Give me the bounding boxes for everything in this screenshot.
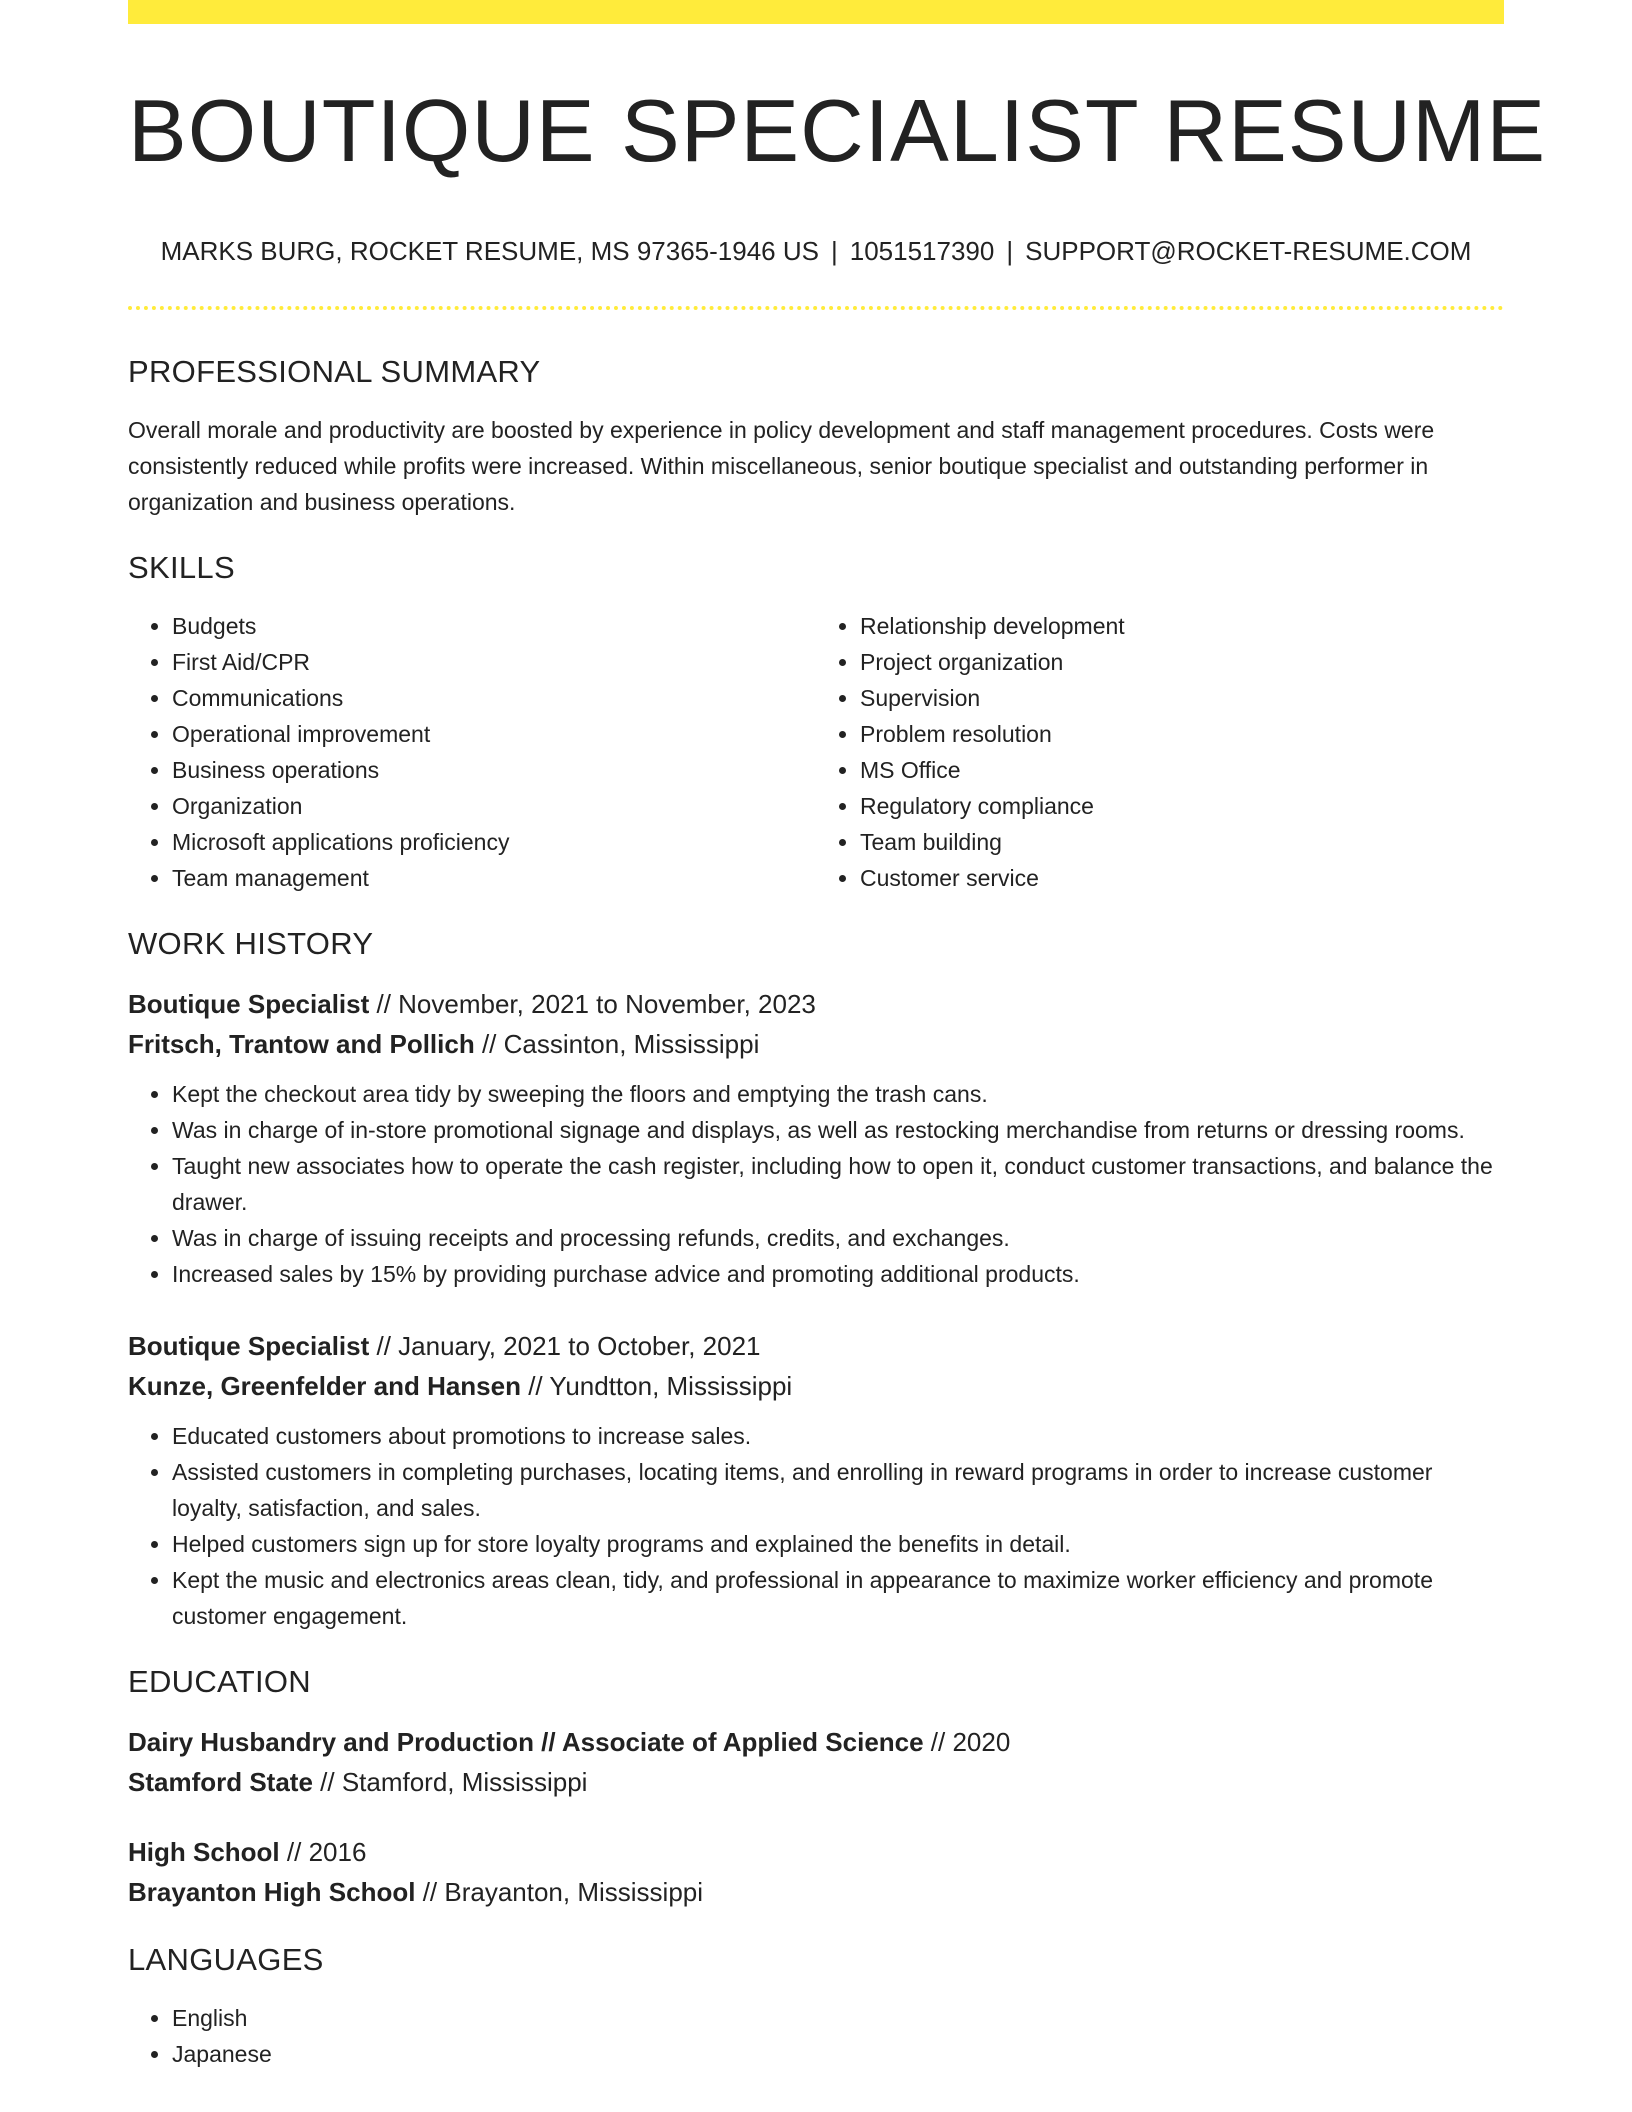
skills-columns: [128, 608, 1504, 896]
job-location: // Cassinton, Mississippi: [474, 1029, 760, 1059]
language-item: • English: [172, 2000, 1504, 2036]
education-degree: Dairy Husbandry and Production // Associate of Applied Science: [128, 1727, 924, 1757]
education-section: [128, 1664, 1504, 1912]
education-location: // Stamford, Mississippi: [312, 1767, 588, 1797]
skill-item: • Microsoft applications proficiency: [172, 824, 816, 860]
education-location: // Brayanton, Mississippi: [415, 1877, 704, 1907]
job-dates: // January, 2021 to October, 2021: [369, 1331, 761, 1361]
job-title-line: [128, 984, 1504, 1024]
job-bullet: • Was in charge of in-store promotional signage and displays, as well as restocking merchandise from returns or dressing rooms.: [172, 1112, 1504, 1148]
skill-item: • Organization: [172, 788, 816, 824]
skill-item: • Project organization: [860, 644, 1504, 680]
work-history-heading: WORK HISTORY: [128, 926, 374, 961]
education-school: Brayanton High School: [128, 1877, 416, 1907]
languages-list: [128, 2000, 1504, 2072]
education-school: Stamford State: [128, 1767, 313, 1797]
education-heading: EDUCATION: [128, 1664, 311, 1699]
education-school-line: [128, 1762, 1504, 1802]
languages-section: [128, 1942, 1504, 2072]
skill-item: • Communications: [172, 680, 816, 716]
contact-line: [128, 236, 1504, 267]
skill-item: • Budgets: [172, 608, 816, 644]
skill-item: • First Aid/CPR: [172, 644, 816, 680]
education-degree: High School: [128, 1837, 280, 1867]
job-location: // Yundtton, Mississippi: [520, 1371, 793, 1401]
education-school-line: [128, 1872, 1504, 1912]
job-bullet: • Kept the music and electronics areas clean, tidy, and professional in appearance to maximize worker efficiency and promote customer engagement.: [172, 1562, 1504, 1634]
languages-heading: LANGUAGES: [128, 1942, 324, 1977]
job-bullet: • Taught new associates how to operate the cash register, including how to open it, conduct customer transactions, and balance the drawer.: [172, 1148, 1504, 1220]
skills-heading: SKILLS: [128, 550, 235, 585]
job-company-line: [128, 1366, 1504, 1406]
education-entry: [128, 1832, 1504, 1912]
skill-item: • Problem resolution: [860, 716, 1504, 752]
job-company: Kunze, Greenfelder and Hansen: [128, 1371, 521, 1401]
contact-email: SUPPORT@ROCKET-RESUME.COM: [1025, 236, 1472, 266]
job-bullet: • Kept the checkout area tidy by sweeping the floors and emptying the trash cans.: [172, 1076, 1504, 1112]
summary-section: [128, 354, 1504, 520]
top-accent-bar: [128, 0, 1504, 24]
job-bullet: • Assisted customers in completing purchases, locating items, and enrolling in reward programs in order to increase customer loyalty, satisfaction, and sales.: [172, 1454, 1504, 1526]
resume-title: BOUTIQUE SPECIALIST RESUME: [128, 81, 1547, 180]
job-bullets: [128, 1418, 1504, 1634]
education-year: // 2020: [923, 1727, 1011, 1757]
skills-left-list: [128, 608, 816, 896]
skill-item: • Customer service: [860, 860, 1504, 896]
job-bullet: • Was in charge of issuing receipts and processing refunds, credits, and exchanges.: [172, 1220, 1504, 1256]
job-entry: [128, 984, 1504, 1292]
dotted-divider: [128, 306, 1504, 310]
skills-right-list: [816, 608, 1504, 896]
contact-separator: |: [830, 236, 838, 266]
education-degree-line: [128, 1722, 1504, 1762]
education-degree-line: [128, 1832, 1504, 1872]
job-title-line: [128, 1326, 1504, 1366]
skill-item: • Business operations: [172, 752, 816, 788]
job-company-line: [128, 1024, 1504, 1064]
skill-item: • Team management: [172, 860, 816, 896]
job-title: Boutique Specialist: [128, 989, 370, 1019]
resume-content: [128, 354, 1504, 2102]
job-bullet: • Helped customers sign up for store loyalty programs and explained the benefits in detail.: [172, 1526, 1504, 1562]
skill-item: • Supervision: [860, 680, 1504, 716]
job-company: Fritsch, Trantow and Pollich: [128, 1029, 475, 1059]
job-bullet: • Educated customers about promotions to increase sales.: [172, 1418, 1504, 1454]
skill-item: • Team building: [860, 824, 1504, 860]
contact-address: MARKS BURG, ROCKET RESUME, MS 97365-1946 US: [160, 236, 819, 266]
job-entry: [128, 1326, 1504, 1634]
job-bullets: [128, 1076, 1504, 1292]
job-dates: // November, 2021 to November, 2023: [369, 989, 816, 1019]
skill-item: • Relationship development: [860, 608, 1504, 644]
skills-section: [128, 550, 1504, 896]
job-bullet: • Increased sales by 15% by providing purchase advice and promoting additional products.: [172, 1256, 1504, 1292]
work-history-section: [128, 926, 1504, 1634]
job-title: Boutique Specialist: [128, 1331, 370, 1361]
skill-item: • Operational improvement: [172, 716, 816, 752]
language-item: • Japanese: [172, 2036, 1504, 2072]
education-year: // 2016: [279, 1837, 367, 1867]
summary-heading: PROFESSIONAL SUMMARY: [128, 354, 541, 389]
skill-item: • MS Office: [860, 752, 1504, 788]
summary-text: Overall morale and productivity are boosted by experience in policy development and staff management procedures. Costs were consistently reduced while profits were increased. Within miscellaneous, senior boutique specialist and outstanding performer in organization and business operations.: [128, 417, 1435, 515]
contact-phone: 1051517390: [849, 236, 995, 266]
skill-item: • Regulatory compliance: [860, 788, 1504, 824]
contact-separator: |: [1006, 236, 1014, 266]
education-entry: [128, 1722, 1504, 1802]
